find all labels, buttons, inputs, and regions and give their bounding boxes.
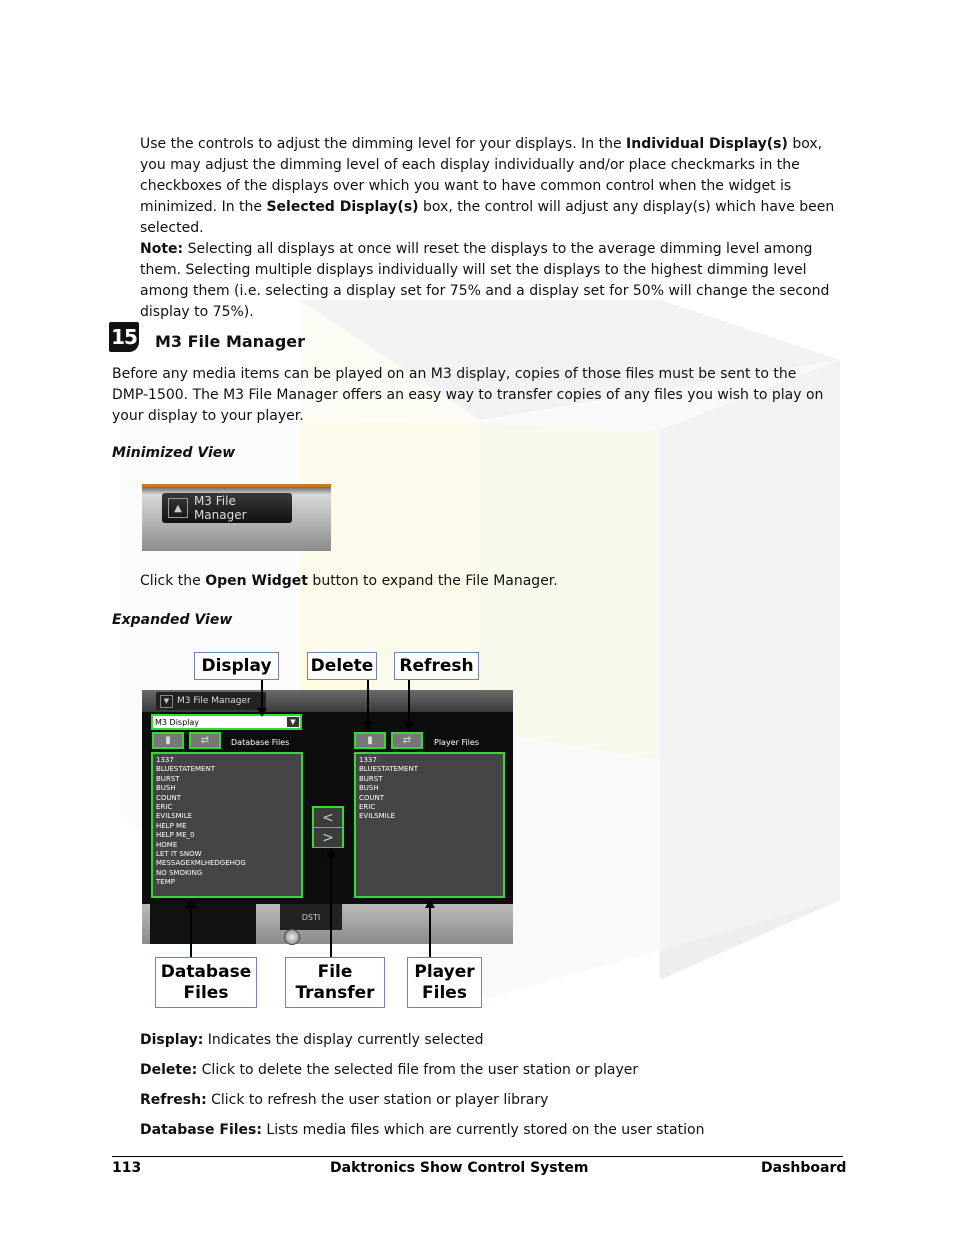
database-refresh-button[interactable] xyxy=(189,732,221,749)
transfer-left-button[interactable] xyxy=(314,808,342,828)
list-item[interactable]: ERIC xyxy=(156,803,173,812)
widget-titlebar xyxy=(142,690,513,712)
expanded-view-heading: Expanded View xyxy=(112,612,233,628)
intro-paragraph xyxy=(140,134,840,239)
section-intro: Before any media items can be played on an M3 display, copies of those files must be sent to the DMP-1500. The M3 File Manager offers an easy way to transfer copies of any files you wish to play on your display to your player. xyxy=(112,366,824,424)
list-item[interactable]: BLUESTATEMENT xyxy=(156,765,215,774)
player-refresh-button[interactable] xyxy=(391,732,423,749)
intro-bold-selected: Selected Display(s) xyxy=(266,199,419,215)
note-label: Note: xyxy=(140,241,184,257)
callout-database-files: Database Files xyxy=(155,957,257,1008)
bottom-panel xyxy=(150,904,256,944)
list-item[interactable]: NO SMOKING xyxy=(156,868,203,877)
minimized-view-heading: Minimized View xyxy=(112,445,236,461)
intro-bold-individual: Individual Display(s) xyxy=(626,136,788,152)
list-item[interactable]: BUSH xyxy=(156,784,176,793)
callout-file-transfer: File Transfer xyxy=(285,957,385,1008)
list-item[interactable]: MESSAGEXMLHEDGEHOG xyxy=(156,859,246,868)
intro-text: Use the controls to adjust the dimming level for your displays. In the xyxy=(140,136,627,152)
list-item[interactable]: HELP ME xyxy=(156,821,187,830)
display-select[interactable] xyxy=(151,714,302,730)
definition-text: Click to delete the selected file from the user station or player xyxy=(197,1062,639,1078)
trash-icon: ▮ xyxy=(165,735,171,746)
collapse-widget-icon[interactable]: ▼ xyxy=(160,695,173,708)
refresh-icon: ⇄ xyxy=(200,735,210,746)
open-widget-term: Open Widget xyxy=(205,573,308,589)
arrow-head xyxy=(363,722,373,731)
minimized-tab-label: M3 File Manager xyxy=(193,494,247,522)
list-item[interactable]: BUSH xyxy=(359,784,379,793)
arrow-display xyxy=(261,680,263,710)
list-item[interactable]: EVILSMILE xyxy=(156,812,193,821)
chevron-down-icon[interactable]: ▼ xyxy=(287,717,299,727)
footer-document-title: Daktronics Show Control System xyxy=(330,1160,589,1176)
note-paragraph xyxy=(140,239,840,323)
caption-text: button to expand the File Manager. xyxy=(307,573,558,589)
minimized-widget-screenshot xyxy=(142,484,331,551)
definition-text: Indicates the display currently selected xyxy=(203,1032,484,1048)
database-delete-button[interactable] xyxy=(152,732,184,749)
intro-text: box, the control will adjust any display(s) which have been selected. xyxy=(140,199,835,236)
player-delete-button[interactable] xyxy=(354,732,386,749)
list-item[interactable]: BURST xyxy=(156,774,180,783)
callout-player-files: Player Files xyxy=(407,957,482,1008)
list-item[interactable]: LET IT SNOW xyxy=(156,850,202,859)
arrow-refresh xyxy=(408,680,410,724)
definition-term: Display: xyxy=(140,1032,204,1048)
section-number-badge: 15 xyxy=(109,322,139,352)
arrow-head xyxy=(257,708,267,717)
widget-bottom-bar xyxy=(142,904,513,944)
minimized-widget-tab[interactable] xyxy=(162,493,292,523)
footer-rule xyxy=(112,1156,843,1157)
callout-delete: Delete xyxy=(307,652,377,680)
expanded-widget-tab[interactable] xyxy=(156,692,266,710)
definition-term: Delete: xyxy=(140,1062,198,1078)
player-files-label: Player Files xyxy=(434,738,479,747)
trash-icon: ▮ xyxy=(367,735,373,746)
display-select-value: M3 Display xyxy=(155,717,200,727)
list-item[interactable]: 1337 xyxy=(359,756,377,764)
arrow-database-files xyxy=(190,907,192,958)
bottom-tab-label: DSTI xyxy=(301,912,321,922)
expanded-tab-label: M3 File Manager xyxy=(177,696,251,706)
list-item[interactable]: ERIC xyxy=(359,803,376,812)
transfer-right-button[interactable] xyxy=(314,828,342,847)
page-number: 113 xyxy=(112,1160,142,1176)
callout-refresh: Refresh xyxy=(394,652,479,680)
list-item[interactable]: BLUESTATEMENT xyxy=(359,765,418,774)
chevron-right-icon: > xyxy=(322,829,334,846)
arrow-file-transfer xyxy=(330,856,332,958)
note-text: Selecting all displays at once will reset the displays to the average dimming level among them. Selecting multiple displays individually will set the displays to the highest dimming level among them (i.e. selecting a display set for 75% and a display set for 50% will change the second display to 75%). xyxy=(140,241,830,320)
footer-chapter: Dashboard xyxy=(761,1160,847,1176)
list-item[interactable]: EVILSMILE xyxy=(359,812,396,821)
database-files-label: Database Files xyxy=(231,738,290,747)
definition-text: Lists media files which are currently stored on the user station xyxy=(261,1122,705,1138)
open-widget-icon[interactable]: ▲ xyxy=(168,498,188,518)
callout-display: Display xyxy=(194,652,279,680)
definition-database-files xyxy=(140,1120,704,1141)
definition-display xyxy=(140,1030,484,1051)
arrow-delete xyxy=(367,680,369,724)
expanded-widget-screenshot xyxy=(142,690,513,944)
arrow-head xyxy=(404,722,414,731)
definition-term: Refresh: xyxy=(140,1092,207,1108)
database-files-list[interactable] xyxy=(151,752,303,898)
intro-text: box, you may adjust the dimming level of each display individually and/or place checkmarks in the checkboxes of the displays over which you want to have common control when the widget is minimized. In the xyxy=(140,136,823,215)
definition-term: Database Files: xyxy=(140,1122,262,1138)
minimized-caption xyxy=(140,571,840,592)
player-files-list[interactable] xyxy=(354,752,505,898)
list-item[interactable]: COUNT xyxy=(359,793,385,802)
refresh-icon: ⇄ xyxy=(402,735,412,746)
knob-icon[interactable] xyxy=(284,929,300,945)
list-item[interactable]: 1337 xyxy=(156,756,174,764)
bottom-tab[interactable] xyxy=(280,904,342,930)
list-item[interactable]: TEMP xyxy=(156,878,175,887)
list-item[interactable]: HOME xyxy=(156,840,178,849)
chevron-left-icon: < xyxy=(322,809,334,826)
caption-text: Click the xyxy=(140,573,206,589)
definition-delete xyxy=(140,1060,638,1081)
arrow-player-files xyxy=(429,907,431,958)
list-item[interactable]: BURST xyxy=(359,774,383,783)
list-item[interactable]: HELP ME_0 xyxy=(156,831,195,840)
section-title: M3 File Manager xyxy=(155,332,306,351)
definition-refresh xyxy=(140,1090,548,1111)
file-transfer-controls xyxy=(312,806,344,848)
definition-text: Click to refresh the user station or player library xyxy=(206,1092,549,1108)
list-item[interactable]: COUNT xyxy=(156,793,182,802)
